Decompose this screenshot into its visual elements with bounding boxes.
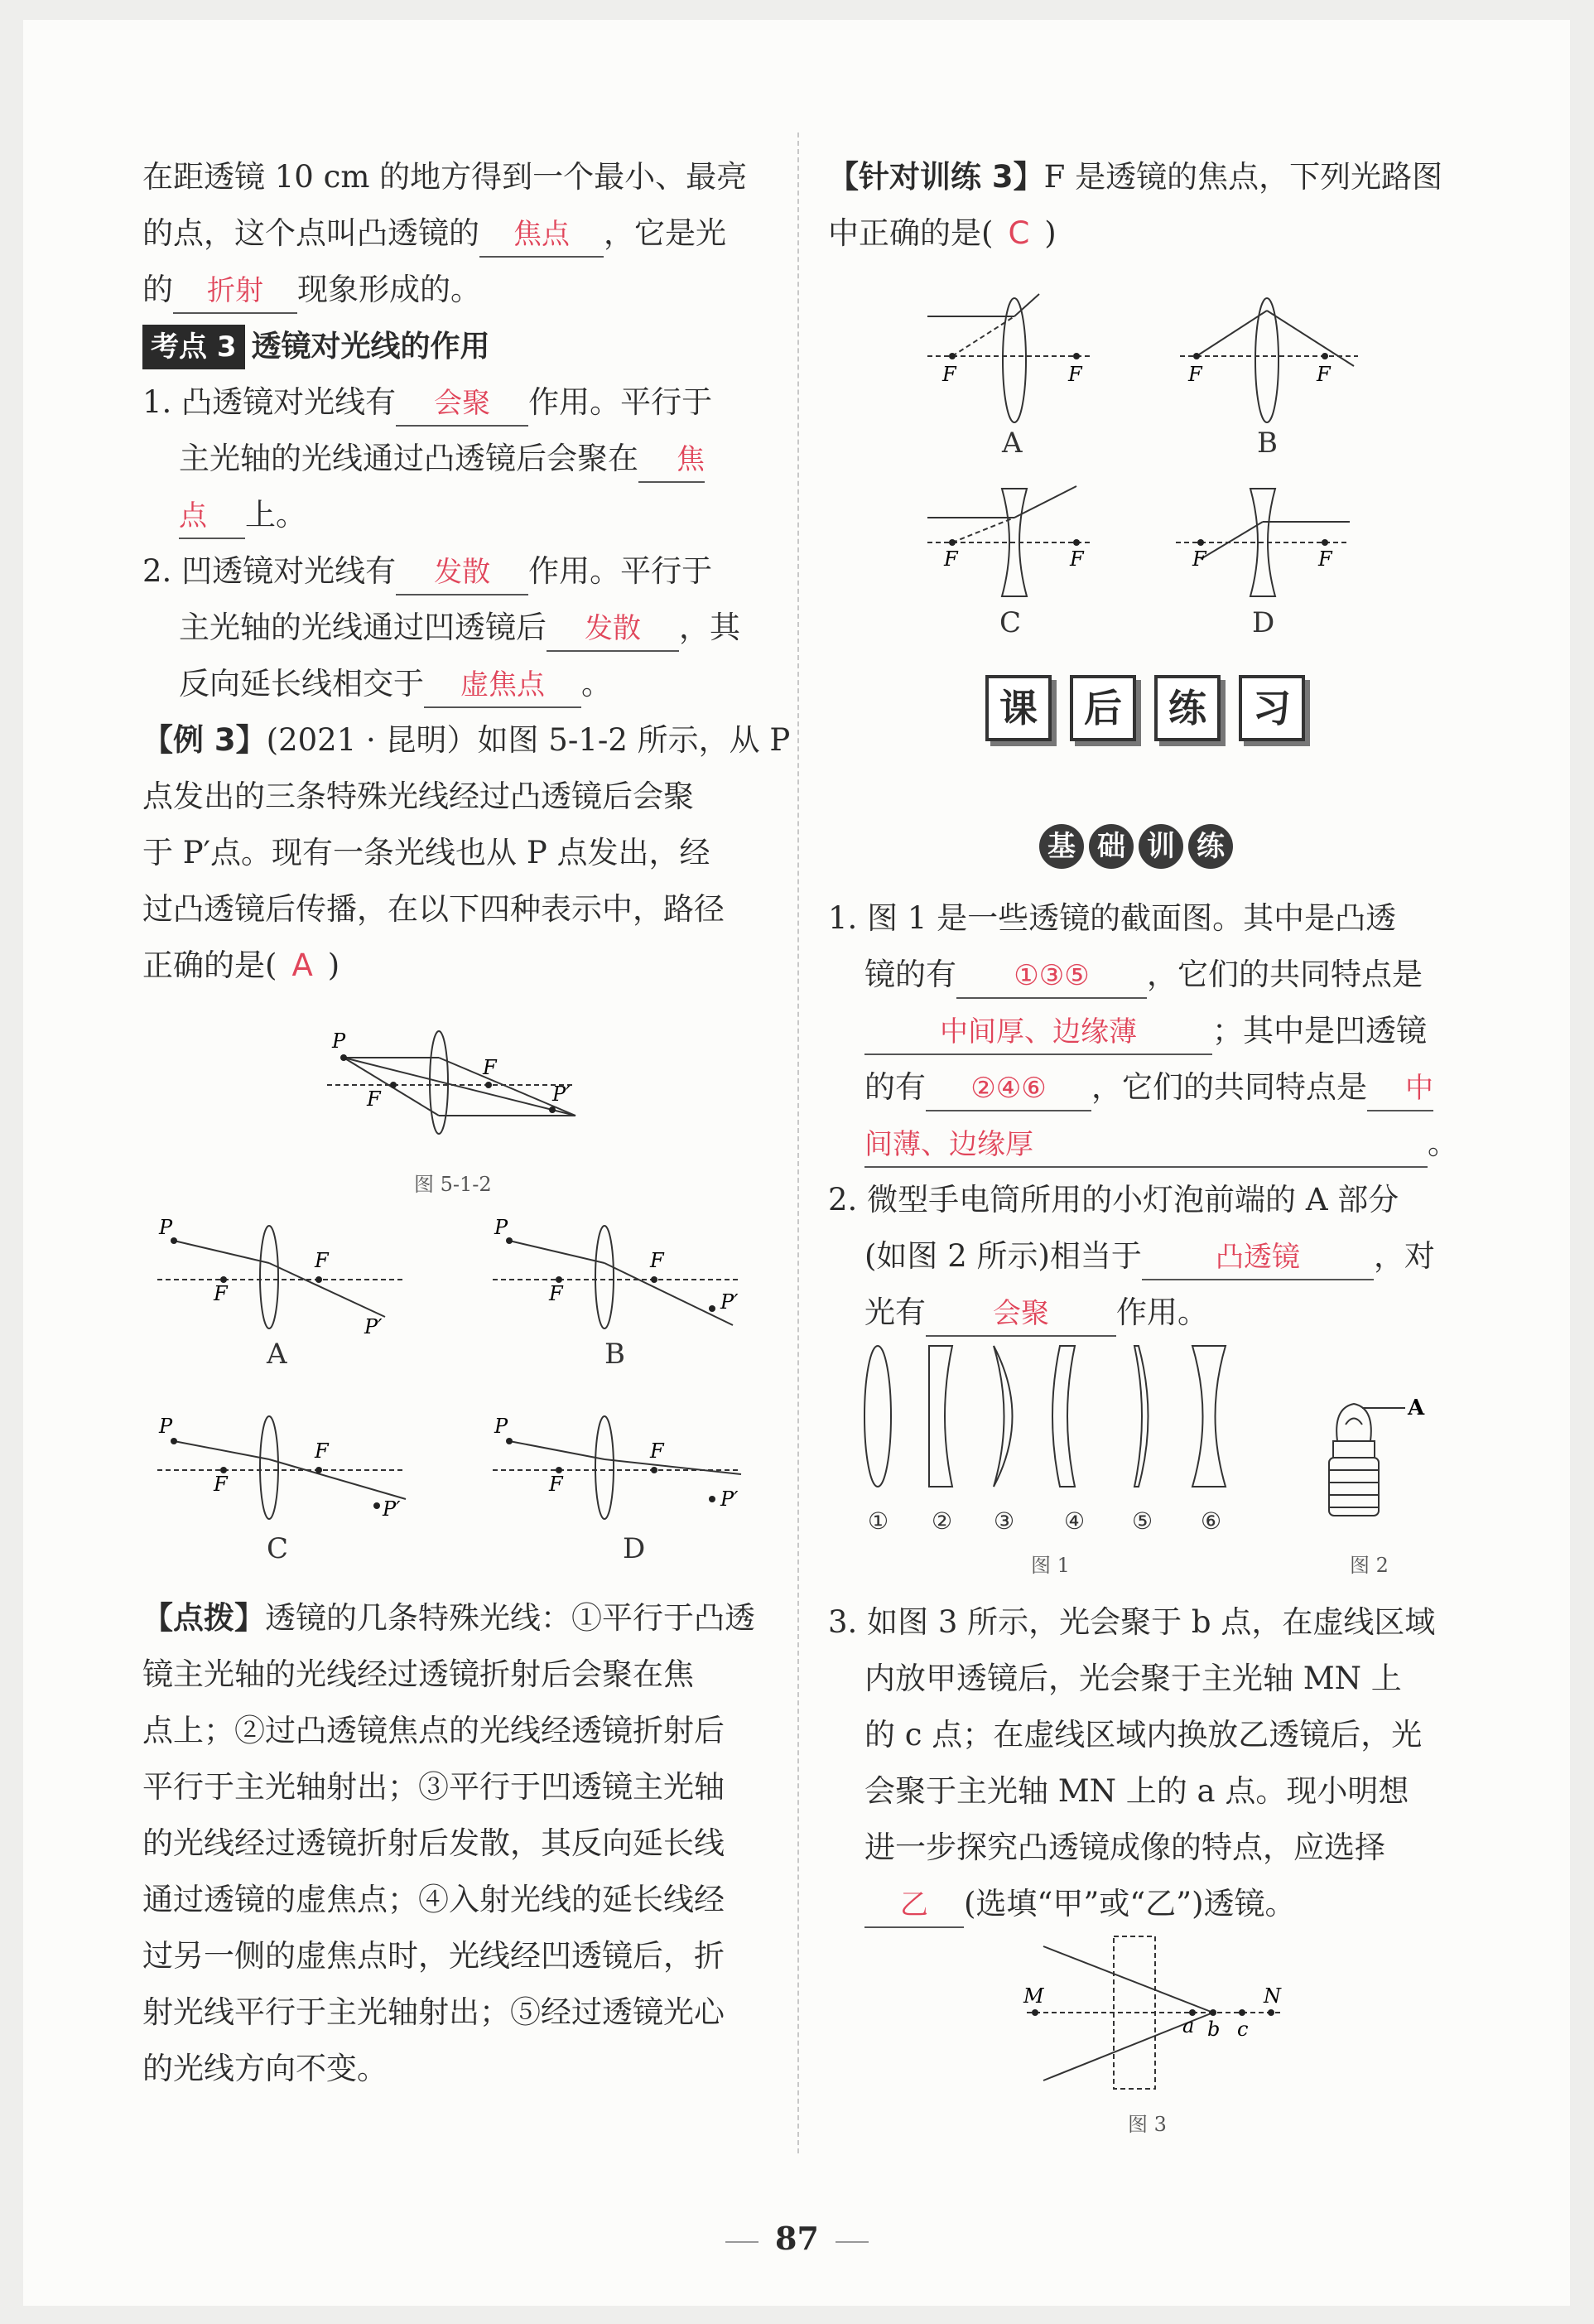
banner-char: 练 bbox=[1188, 824, 1233, 869]
svg-text:F: F bbox=[549, 1282, 563, 1305]
banner-char: 础 bbox=[1089, 824, 1134, 869]
hint-line: 过另一侧的虚焦点时，光线经凹透镜后，折 bbox=[142, 1938, 725, 1974]
svg-text:P: P bbox=[159, 1415, 173, 1438]
answer-blank: 会聚 bbox=[926, 1292, 1116, 1337]
hint-line: 镜主光轴的光线经过透镜折射后会聚在焦 bbox=[142, 1656, 694, 1692]
hint-block bbox=[142, 1590, 780, 2097]
svg-text:F: F bbox=[650, 1249, 664, 1272]
left-column bbox=[142, 149, 791, 994]
exercise-block bbox=[828, 890, 1466, 1341]
svg-text:F: F bbox=[650, 1439, 664, 1463]
svg-text:P′: P′ bbox=[383, 1497, 401, 1521]
training-c-diagram bbox=[919, 485, 1118, 609]
svg-text:P′: P′ bbox=[720, 1487, 739, 1511]
lens-number: ⑤ bbox=[1132, 1507, 1153, 1535]
training-b-diagram bbox=[1172, 290, 1370, 431]
question-line: (如图 2 所示)相当于 凸透镜 ，对 bbox=[828, 1228, 1466, 1285]
label-P: P bbox=[332, 1029, 346, 1053]
hint-line: 点上；②过凸透镜焦点的光线经透镜折射后 bbox=[142, 1713, 725, 1748]
lens-number: ③ bbox=[994, 1507, 1015, 1535]
banner-char: 基 bbox=[1039, 824, 1084, 869]
text-line: 点 上。 bbox=[142, 487, 780, 543]
figure-2-bulb bbox=[1312, 1391, 1445, 1532]
text-line: 的点，这个点叫凸透镜的 焦点 ，它是光 bbox=[142, 205, 780, 262]
option-d-diagram bbox=[493, 1408, 749, 1524]
question-line: 乙 (选填“甲”或“乙”)透镜。 bbox=[828, 1876, 1466, 1932]
question-1: 1. 凸透镜对光线有 会聚 作用。平行于 bbox=[142, 374, 780, 431]
banner-char: 训 bbox=[1139, 824, 1183, 869]
basic-training-banner bbox=[1039, 824, 1233, 869]
answer-blank: 凸透镜 bbox=[1142, 1236, 1374, 1280]
option-label: B bbox=[604, 1338, 625, 1371]
example-line: 点发出的三条特殊光线经过凸透镜后会聚 bbox=[142, 779, 694, 814]
label-F: F bbox=[483, 1056, 497, 1079]
option-label: C bbox=[267, 1532, 289, 1565]
answer-blank: 中间厚、边缘薄 bbox=[864, 1010, 1212, 1055]
question-line: 会聚于主光轴 MN 上的 a 点。现小明想 bbox=[864, 1773, 1409, 1809]
option-label: D bbox=[1252, 606, 1275, 639]
banner-char: 后 bbox=[1070, 675, 1136, 741]
hint-tag: 【点拨】 bbox=[142, 1600, 265, 1636]
option-label: C bbox=[999, 606, 1022, 639]
label-a: a bbox=[1182, 2014, 1195, 2037]
svg-text:F: F bbox=[1070, 547, 1084, 571]
figure-5-1-2 bbox=[327, 1023, 592, 1139]
question-line: 间薄、边缘厚 。 bbox=[828, 1116, 1466, 1172]
question-line: 1. 图 1 是一些透镜的截面图。其中是凸透 bbox=[828, 900, 1397, 936]
question-line: 镜的有 ①③⑤ ，它们的共同特点是 bbox=[828, 947, 1466, 1003]
svg-text:P: P bbox=[494, 1415, 508, 1438]
hint-line: 平行于主光轴射出；③平行于凹透镜主光轴 bbox=[142, 1769, 725, 1805]
answer-blank: 乙 bbox=[864, 1883, 964, 1928]
hint-line: 的光线经过透镜折射后发散，其反向延长线 bbox=[142, 1825, 725, 1861]
option-label: A bbox=[1002, 427, 1023, 460]
question-line: 中间厚、边缘薄 ；其中是凹透镜 bbox=[828, 1003, 1466, 1059]
svg-text:F: F bbox=[315, 1439, 329, 1463]
svg-text:F: F bbox=[1318, 547, 1332, 571]
label-A: A bbox=[1408, 1396, 1425, 1420]
label-b: b bbox=[1207, 2018, 1221, 2041]
answer-blank: ①③⑤ bbox=[956, 954, 1147, 999]
label-c: c bbox=[1237, 2018, 1249, 2041]
svg-text:F: F bbox=[1192, 547, 1206, 571]
lens-number: ⑥ bbox=[1201, 1507, 1222, 1535]
question-line: 3. 如图 3 所示，光会聚于 b 点，在虚线区域 bbox=[828, 1604, 1436, 1640]
figure-3 bbox=[1019, 1930, 1300, 2087]
figure-caption: 图 5-1-2 bbox=[414, 1173, 492, 1196]
banner-char: 练 bbox=[1154, 675, 1221, 741]
svg-text:F: F bbox=[944, 547, 958, 571]
answer-blank: 虚焦点 bbox=[424, 663, 581, 708]
example-answer: A bbox=[291, 947, 313, 983]
svg-text:P′: P′ bbox=[364, 1315, 383, 1338]
question-line: 光有 会聚 作用。 bbox=[828, 1285, 1466, 1341]
column-divider bbox=[797, 133, 799, 2153]
text-line: 的 折射 现象形成的。 bbox=[142, 262, 780, 318]
question-line: 2. 微型手电筒所用的小灯泡前端的 A 部分 bbox=[828, 1182, 1399, 1217]
svg-text:F: F bbox=[549, 1473, 563, 1496]
option-c-diagram bbox=[157, 1408, 414, 1524]
option-label: B bbox=[1257, 427, 1278, 460]
answer-blank: 折射 bbox=[173, 269, 297, 314]
training-line: 中正确的是( C ) bbox=[828, 215, 1057, 251]
answer-blank: 发散 bbox=[396, 551, 528, 595]
svg-text:F: F bbox=[1068, 363, 1082, 386]
svg-text:P′: P′ bbox=[720, 1290, 739, 1314]
after-class-banner bbox=[985, 675, 1305, 741]
hint-line: 【点拨】透镜的几条特殊光线：①平行于凸透 bbox=[142, 1600, 755, 1636]
training-tag: 【针对训练 3】 bbox=[828, 159, 1044, 195]
training-answer: C bbox=[1008, 215, 1030, 251]
training-d-diagram bbox=[1168, 485, 1366, 609]
answer-blank: 中 bbox=[1367, 1067, 1433, 1111]
hint-line: 射光线平行于主光轴射出；⑤经过透镜光心 bbox=[142, 1994, 725, 2030]
training-line: 【针对训练 3】F 是透镜的焦点，下列光路图 bbox=[828, 159, 1443, 195]
svg-text:F: F bbox=[214, 1473, 228, 1496]
answer-blank: 会聚 bbox=[396, 382, 528, 427]
hint-line: 通过透镜的虚焦点；④入射光线的延长线经 bbox=[142, 1882, 725, 1917]
example-line: 【例 3】(2021 · 昆明）如图 5-1-2 所示，从 P bbox=[142, 722, 791, 758]
figure-caption: 图 3 bbox=[1128, 2113, 1167, 2136]
section-title: 透镜对光线的作用 bbox=[251, 330, 490, 364]
option-a-diagram bbox=[157, 1216, 414, 1338]
option-b-diagram bbox=[493, 1217, 749, 1333]
svg-text:F: F bbox=[942, 363, 956, 386]
question-line: 内放甲透镜后，光会聚于主光轴 MN 上 bbox=[864, 1661, 1402, 1696]
label-N: N bbox=[1264, 1984, 1281, 2008]
label-M: M bbox=[1023, 1984, 1044, 2008]
banner-char: 课 bbox=[985, 675, 1052, 741]
question-line: 的有 ②④⑥ ，它们的共同特点是 中 bbox=[828, 1059, 1466, 1116]
example-line: 正确的是( A ) bbox=[142, 947, 340, 983]
example-line: 过凸透镜后传播，在以下四种表示中，路径 bbox=[142, 891, 725, 927]
svg-text:P: P bbox=[159, 1216, 173, 1239]
question-2: 2. 凹透镜对光线有 发散 作用。平行于 bbox=[142, 543, 780, 600]
answer-blank: 焦点 bbox=[479, 213, 604, 258]
figure-caption: 图 2 bbox=[1350, 1554, 1389, 1577]
question-line: 的 c 点；在虚线区域内换放乙透镜后，光 bbox=[864, 1717, 1423, 1753]
lens-number: ④ bbox=[1064, 1507, 1086, 1535]
figure-caption: 图 1 bbox=[1031, 1554, 1070, 1577]
text-line: 主光轴的光线通过凸透镜后会聚在 焦 bbox=[142, 431, 780, 487]
option-label: A bbox=[267, 1338, 287, 1371]
training-a-diagram bbox=[919, 290, 1118, 431]
svg-text:F: F bbox=[1188, 363, 1202, 386]
lens-number: ② bbox=[932, 1507, 953, 1535]
section-heading bbox=[142, 318, 780, 374]
figure-1-lenses bbox=[853, 1342, 1250, 1499]
svg-text:F: F bbox=[214, 1282, 228, 1305]
text-line: 在距透镜 10 cm 的地方得到一个最小、最亮 bbox=[142, 159, 748, 195]
answer-blank: 点 bbox=[179, 494, 245, 539]
answer-blank: 间薄、边缘厚 bbox=[864, 1123, 1428, 1168]
question-3 bbox=[828, 1594, 1466, 1932]
svg-text:P: P bbox=[494, 1216, 508, 1239]
kaodian-badge: 考点 3 bbox=[142, 325, 245, 369]
answer-blank: 焦 bbox=[638, 438, 705, 483]
label-P-prime: P′ bbox=[552, 1082, 571, 1106]
text-line: 主光轴的光线通过凹透镜后 发散 ，其 bbox=[142, 600, 780, 656]
example-tag: 【例 3】 bbox=[142, 722, 267, 758]
label-F: F bbox=[367, 1087, 381, 1111]
text-line: 反向延长线相交于 虚焦点 。 bbox=[142, 656, 780, 712]
hint-line: 的光线方向不变。 bbox=[142, 2051, 388, 2086]
svg-text:F: F bbox=[315, 1249, 329, 1272]
example-line: 于 P′点。现有一条光线也从 P 点发出，经 bbox=[142, 835, 710, 870]
page-number: 87 bbox=[0, 2220, 1594, 2257]
answer-blank: ②④⑥ bbox=[926, 1067, 1091, 1111]
answer-blank: 发散 bbox=[547, 607, 679, 652]
right-column bbox=[828, 149, 1466, 262]
banner-char: 习 bbox=[1239, 675, 1305, 741]
option-label: D bbox=[623, 1532, 646, 1565]
question-line: 进一步探究凸透镜成像的特点，应选择 bbox=[864, 1830, 1385, 1865]
svg-text:F: F bbox=[1317, 363, 1331, 386]
lens-number: ① bbox=[868, 1507, 889, 1535]
